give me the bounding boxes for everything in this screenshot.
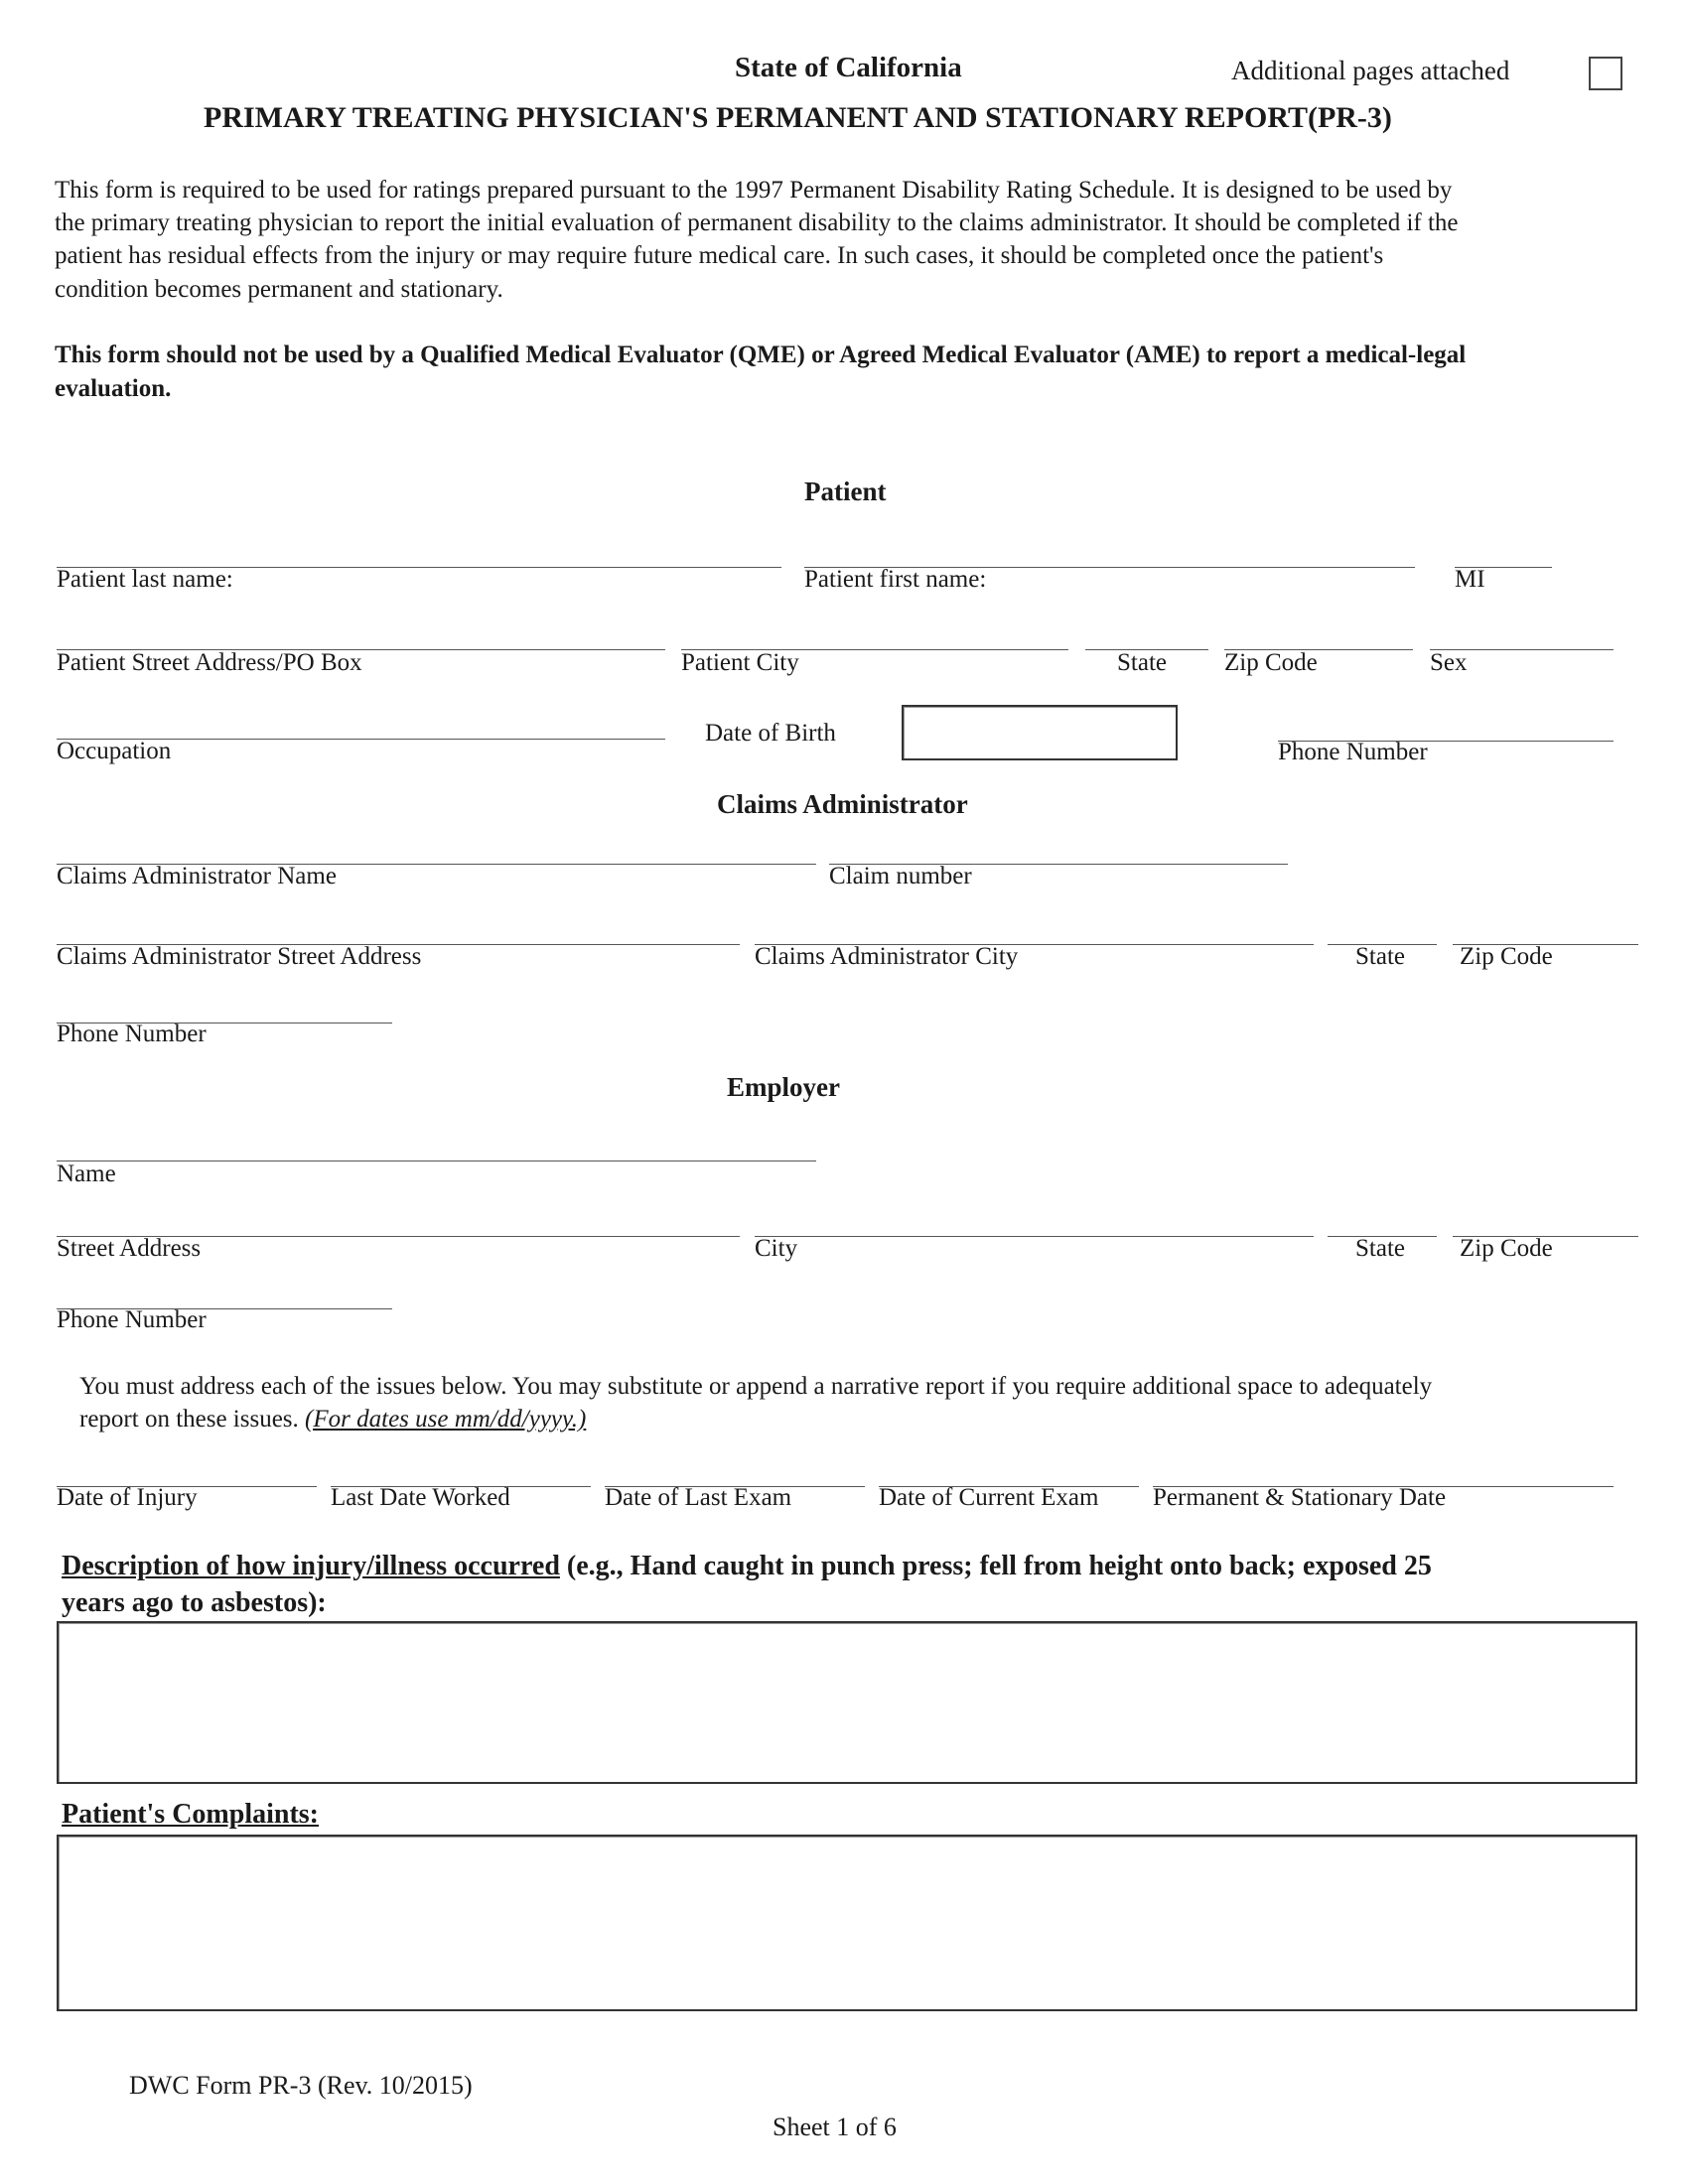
- claims-admin-city-label: Claims Administrator City: [755, 943, 1019, 970]
- intro-line-3: patient has residual effects from the injury or may require future medical care. In such cases, it should be completed once the patient's: [55, 242, 1384, 269]
- employer-state-label: State: [1355, 1235, 1405, 1262]
- date-format-note: (For dates use mm/dd/yyyy.): [305, 1406, 587, 1433]
- form-id: DWC Form PR-3 (Rev. 10/2015): [129, 2071, 473, 2100]
- patient-street-label: Patient Street Address/PO Box: [57, 649, 362, 676]
- ps-date-label: Permanent & Stationary Date: [1153, 1484, 1447, 1511]
- description-label-example: (e.g., Hand caught in punch press; fell from height onto back; exposed 25: [566, 1551, 1432, 1581]
- description-label: [62, 1551, 1432, 1582]
- complaints-label: Patient's Complaints:: [62, 1799, 319, 1830]
- warning-line-2: evaluation.: [55, 375, 172, 402]
- employer-zip-label: Zip Code: [1460, 1235, 1553, 1262]
- employer-heading: Employer: [727, 1072, 840, 1102]
- warning-line-1: This form should not be used by a Qualified Medical Evaluator (QME) or Agreed Medical Evaluator (AME) to report a medical-legal: [55, 341, 1467, 368]
- patient-last-name-label: Patient last name:: [57, 566, 233, 593]
- patient-state-label: State: [1117, 649, 1167, 676]
- employer-city-field[interactable]: [755, 1236, 1314, 1237]
- claims-admin-street-label: Claims Administrator Street Address: [57, 943, 422, 970]
- claims-admin-state-label: State: [1355, 943, 1405, 970]
- patient-city-label: Patient City: [681, 649, 799, 676]
- claims-admin-name-label: Claims Administrator Name: [57, 863, 337, 889]
- patient-zip-label: Zip Code: [1224, 649, 1318, 676]
- employer-phone-label: Phone Number: [57, 1306, 207, 1333]
- patient-dob-input[interactable]: [902, 705, 1178, 760]
- intro-line-2: the primary treating physician to report the initial evaluation of permanent disability to the claims administrator. It should be completed if the: [55, 209, 1459, 236]
- complaints-textarea[interactable]: [57, 1835, 1637, 2011]
- intro-line-1: This form is required to be used for ratings prepared pursuant to the 1997 Permanent Disability Rating Schedule. It is designed to be used by: [55, 177, 1453, 204]
- last-date-worked-label: Last Date Worked: [331, 1484, 510, 1511]
- patient-occupation-label: Occupation: [57, 738, 172, 764]
- patient-phone-label: Phone Number: [1278, 739, 1428, 765]
- state-title: State of California: [735, 52, 962, 83]
- employer-name-field[interactable]: [57, 1160, 816, 1161]
- claims-admin-zip-label: Zip Code: [1460, 943, 1553, 970]
- employer-street-label: Street Address: [57, 1235, 202, 1262]
- additional-pages-label: Additional pages attached: [1231, 56, 1510, 85]
- description-label-underlined: Description of how injury/illness occurred: [62, 1551, 560, 1581]
- description-textarea[interactable]: [57, 1621, 1637, 1784]
- patient-sex-label: Sex: [1430, 649, 1468, 676]
- patient-heading: Patient: [804, 477, 887, 506]
- date-of-injury-label: Date of Injury: [57, 1484, 198, 1511]
- issues-instruction-prefix: report on these issues.: [79, 1406, 299, 1433]
- date-of-last-exam-label: Date of Last Exam: [605, 1484, 792, 1511]
- date-of-current-exam-label: Date of Current Exam: [879, 1484, 1099, 1511]
- claims-admin-phone-label: Phone Number: [57, 1021, 207, 1047]
- claim-number-label: Claim number: [829, 863, 972, 889]
- issues-instruction-line-2: [79, 1406, 586, 1433]
- patient-first-name-label: Patient first name:: [804, 566, 987, 593]
- sheet-number: Sheet 1 of 6: [773, 2113, 897, 2141]
- issues-instruction-line-1: You must address each of the issues below. You may substitute or append a narrative report if you require additional space to adequately: [79, 1373, 1433, 1400]
- claims-admin-heading: Claims Administrator: [717, 789, 968, 819]
- additional-pages-checkbox[interactable]: [1589, 57, 1622, 90]
- patient-dob-label: Date of Birth: [705, 720, 836, 747]
- form-title: PRIMARY TREATING PHYSICIAN'S PERMANENT AND STATIONARY REPORT(PR-3): [204, 101, 1392, 134]
- patient-mi-label: MI: [1455, 566, 1485, 593]
- description-label-line-2: years ago to asbestos):: [62, 1587, 327, 1618]
- employer-city-label: City: [755, 1235, 798, 1262]
- intro-line-4: condition becomes permanent and stationary.: [55, 276, 503, 303]
- employer-name-label: Name: [57, 1160, 116, 1187]
